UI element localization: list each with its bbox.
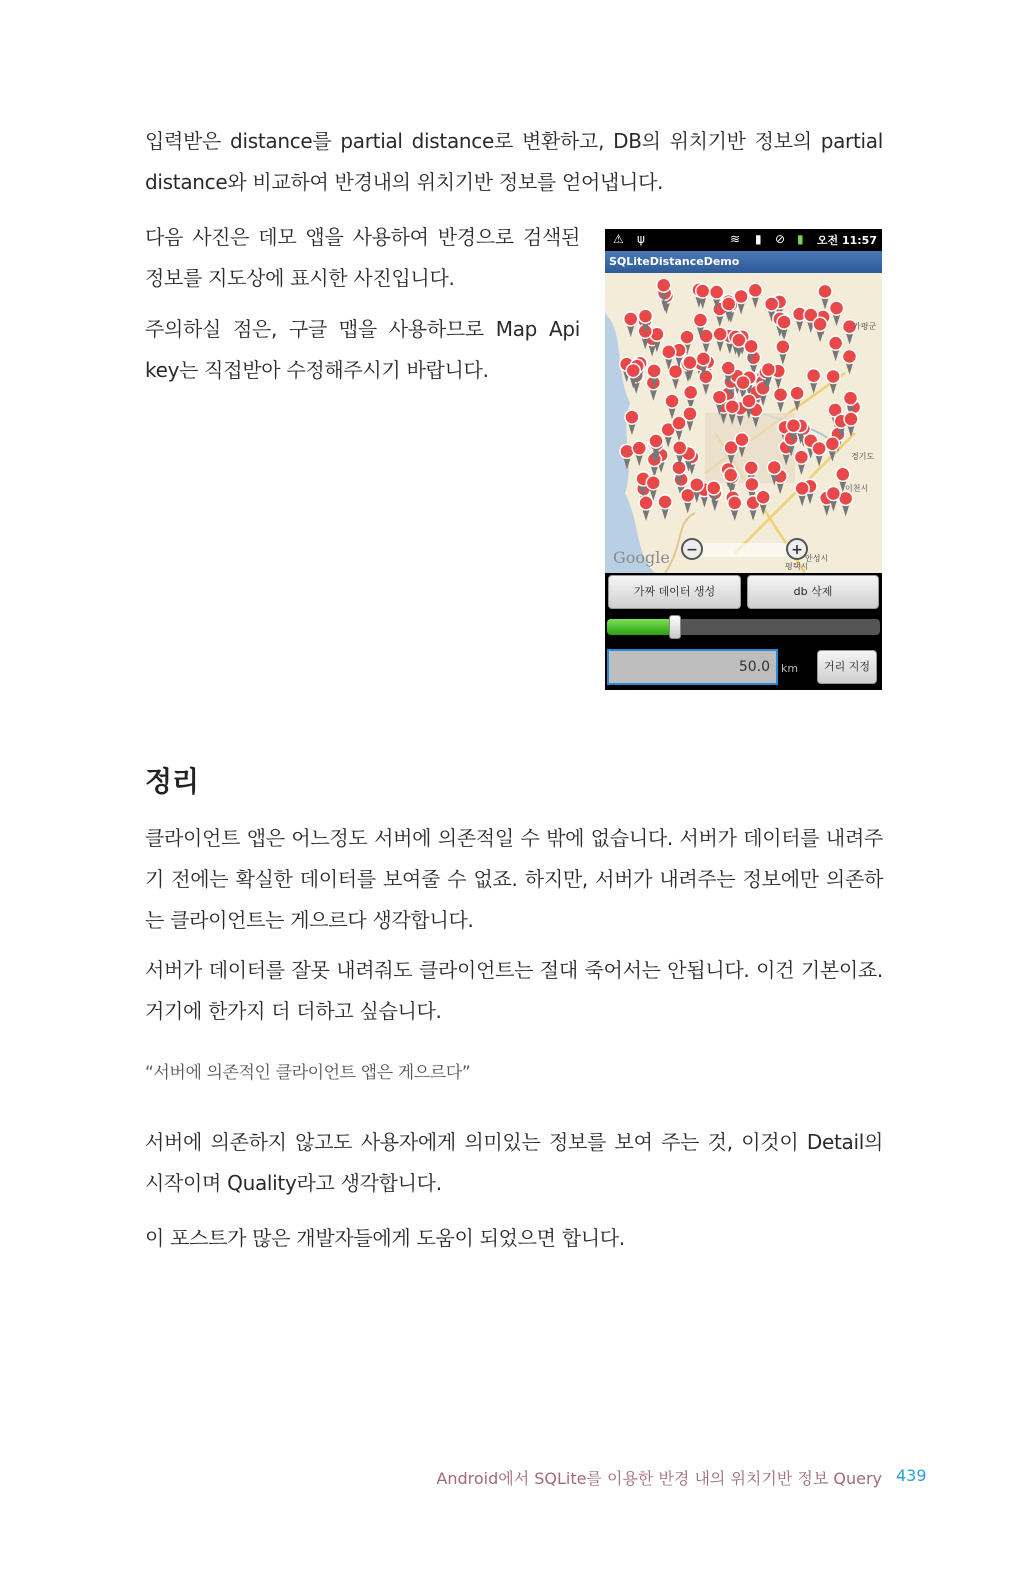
map-pin-icon	[777, 315, 791, 340]
delete-db-button[interactable]: db 삭제	[747, 575, 879, 609]
map-pin-icon	[825, 437, 839, 462]
google-logo: Google	[613, 548, 670, 567]
map-pin-icon	[728, 496, 742, 521]
map-pin-icon	[813, 317, 827, 342]
distance-slider[interactable]	[607, 619, 880, 635]
map-pin-icon	[830, 301, 844, 326]
demo-app-screenshot	[605, 229, 882, 690]
map-pin-icon	[625, 410, 639, 435]
map-label: 평택시	[785, 562, 809, 571]
map-pin-icon	[756, 490, 770, 515]
map-pin-icon	[713, 327, 727, 352]
map-pin-icon	[826, 369, 840, 394]
map-view[interactable]	[605, 273, 882, 573]
map-pin-icon	[658, 495, 672, 520]
page-number: 439	[896, 1466, 927, 1485]
map-pin-icon	[683, 407, 697, 432]
quote: “서버에 의존적인 클라이언트 앱은 게으르다”	[145, 1063, 471, 1083]
map-pin-icon	[699, 370, 713, 395]
map-pin-icon	[669, 365, 683, 390]
map-pin-icon	[829, 336, 843, 361]
warning-icon: ⚠	[613, 232, 624, 246]
map-pin-icon	[681, 488, 695, 513]
paragraph-never-crash: 서버가 데이터를 잘못 내려줘도 클라이언트는 절대 죽어서는 안됩니다. 이건 기본이죠. 거기에 한가지 더 더하고 싶습니다.	[145, 958, 883, 1023]
no-signal-icon: ⊘	[775, 232, 786, 246]
map-pin-icon	[639, 496, 653, 521]
map-label: 이천시	[845, 484, 869, 493]
map-label: 안성시	[805, 554, 829, 563]
generate-fake-data-button[interactable]: 가짜 데이터 생성	[608, 575, 741, 609]
map-pin-icon	[632, 441, 646, 466]
zoom-in-icon[interactable]: +	[786, 538, 808, 560]
paragraph-map-api-note: 주의하실 점은, 구글 맵을 사용하므로 Map Api key는 직접받아 수정해주시기 바랍니다.	[145, 317, 580, 382]
slider-fill	[607, 619, 675, 635]
usb-icon: ψ	[637, 232, 645, 246]
map-pin-icon	[696, 284, 710, 309]
paragraph-closing: 이 포스트가 많은 개발자들에게 도움이 되었으면 합니다.	[145, 1226, 625, 1250]
map-pin-icon	[724, 468, 738, 493]
map-pin-icon	[790, 386, 804, 411]
map-pin-icon	[722, 297, 736, 322]
map-pin-icon	[774, 388, 788, 413]
map-pin-icon	[842, 349, 856, 374]
map-pin-icon	[807, 369, 821, 394]
map-pin-icon	[795, 481, 809, 506]
map-pin-icon	[683, 356, 697, 381]
map-pin-icon	[707, 481, 721, 506]
zoom-bar	[693, 543, 793, 557]
distance-unit: km	[781, 662, 799, 675]
status-bar	[605, 229, 882, 251]
map-label: 가평군	[853, 322, 877, 331]
map-pin-icon	[748, 283, 762, 308]
distance-input[interactable]: 50.0	[607, 649, 778, 685]
map-pin-icon	[624, 312, 638, 337]
map-pin-icon	[672, 416, 686, 441]
map-pin-icon	[794, 450, 808, 475]
paragraph-client-dependence: 클라이언트 앱은 어느정도 서버에 의존적일 수 밖에 없습니다. 서버가 데이터를 내려주기 전에는 확실한 데이터를 보여줄 수 없죠. 하지만, 서버가 내려주는 정보에만 의존하는 클라이언트는 게으르다 생각합니다.	[145, 826, 883, 932]
map-label: 경기도	[851, 452, 875, 461]
slider-thumb[interactable]	[669, 615, 681, 639]
paragraph-partial-distance: 입력받은 distance를 partial distance로 변환하고, DB의 위치기반 정보의 partial distance와 비교하여 반경내의 위치기반 정보를 얻어냅니다.	[145, 129, 883, 194]
battery-icon: ▮	[797, 232, 804, 246]
app-title-bar	[605, 251, 882, 273]
app-title: SQLiteDistanceDemo	[609, 255, 740, 268]
wifi-icon: ≋	[730, 232, 741, 246]
map-pin-icon	[844, 412, 858, 437]
sd-card-icon: ▮	[755, 232, 762, 246]
zoom-out-icon[interactable]: −	[681, 538, 703, 560]
status-clock: 오전 11:57	[816, 234, 877, 247]
set-distance-button[interactable]: 거리 지정	[817, 650, 877, 684]
map-pins	[620, 278, 861, 521]
section-heading: 정리	[145, 765, 200, 798]
paragraph-detail-quality: 서버에 의존하지 않고도 사용자에게 의미있는 정보를 보여 주는 것, 이것이 Detail의 시작이며 Quality라고 생각합니다.	[145, 1130, 883, 1195]
map-background	[605, 273, 882, 573]
paragraph-demo-photo: 다음 사진은 데모 앱을 사용하여 반경으로 검색된 정보를 지도상에 표시한 사진입니다.	[145, 225, 580, 290]
running-title: Android에서 SQLite를 이용한 반경 내의 위치기반 정보 Query	[436, 1469, 882, 1488]
map-pin-icon	[665, 394, 679, 419]
map-pin-icon	[776, 340, 790, 365]
